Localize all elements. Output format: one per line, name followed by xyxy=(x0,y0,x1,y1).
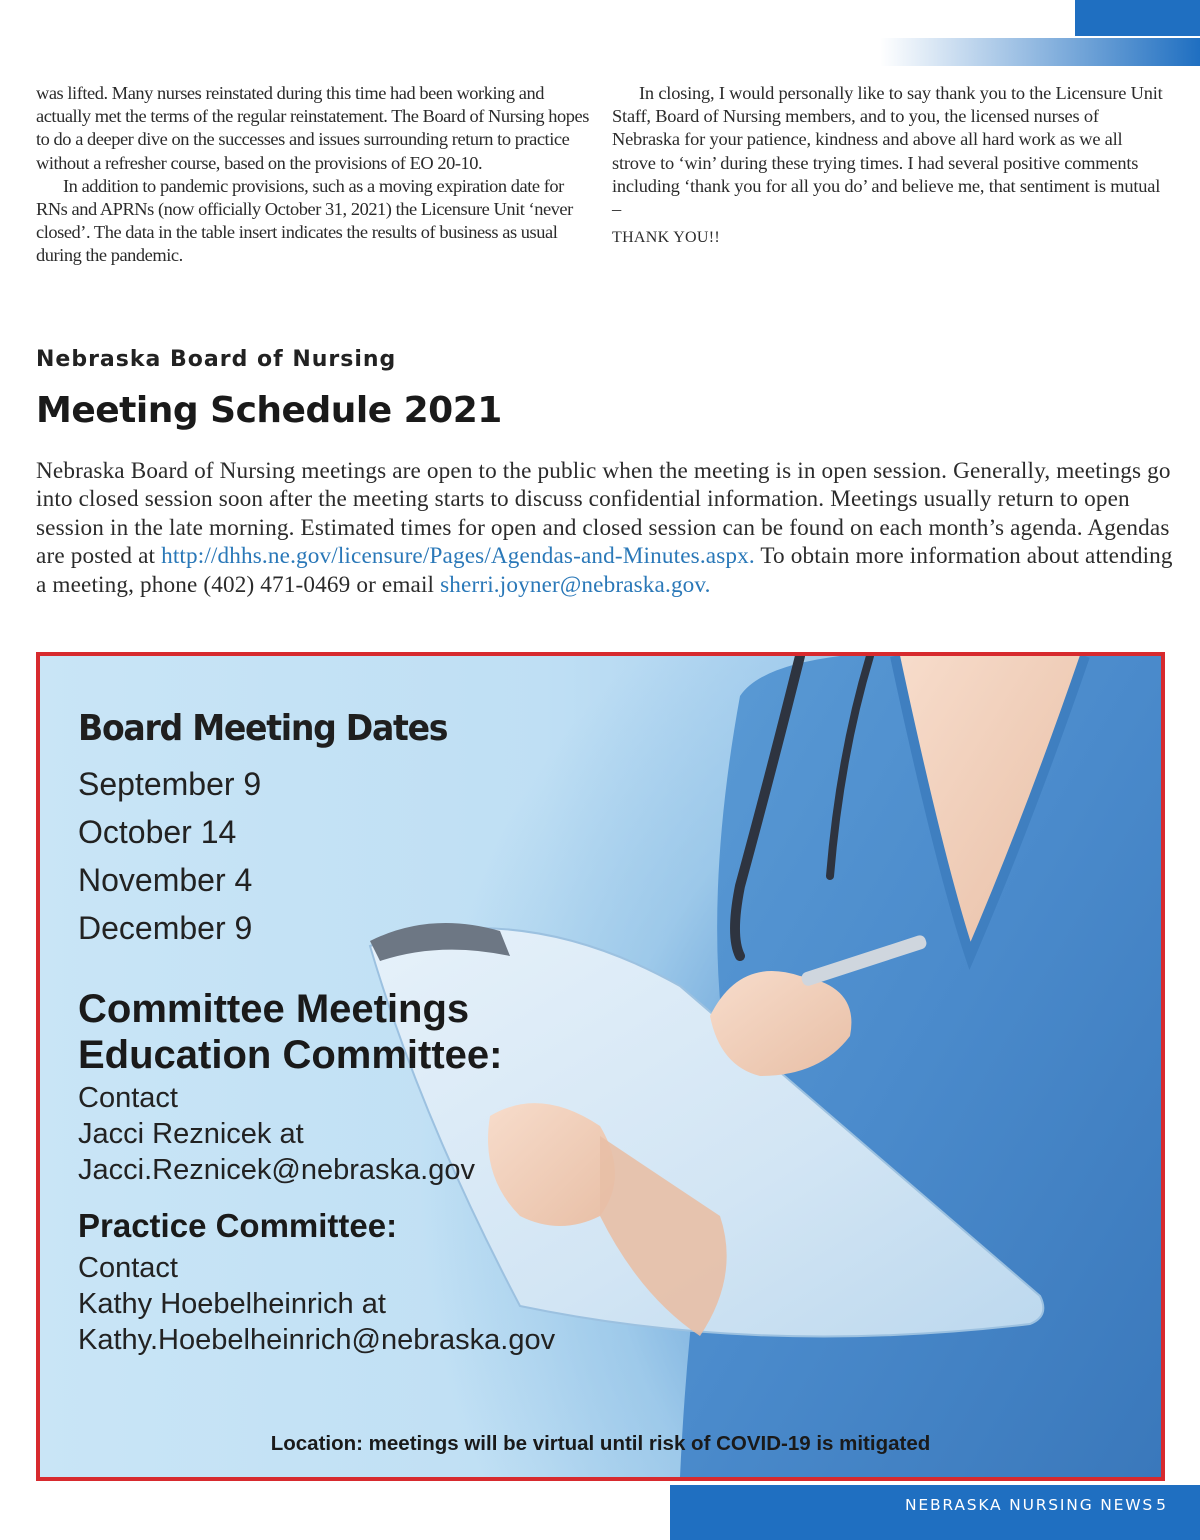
article-right-column xyxy=(612,82,1168,249)
schedule-intro xyxy=(36,457,1176,599)
location-note: Location: meetings will be virtual until risk of COVID-19 is mitigated xyxy=(270,1432,931,1455)
education-contact xyxy=(78,1080,475,1188)
contact-label: Contact xyxy=(78,1082,178,1114)
section-title: Meeting Schedule 2021 xyxy=(36,390,502,431)
intro-text: Nebraska Board of Nursing meetings are open to the public when the meeting is in open session. Generally, meetings go into closed session soon after the meeting starts to discuss confidential information. Meetings usually return to open session in the late morning. Estimated times for open and closed session can be found on each month’s agenda. Agendas are posted at xyxy=(36,458,1171,570)
contact-email[interactable]: Kathy.Hoebelheinrich@nebraska.gov xyxy=(78,1324,556,1356)
board-meeting-dates-title: Board Meeting Dates xyxy=(78,708,448,749)
meeting-dates-box xyxy=(36,652,1165,1481)
meeting-date: October 14 xyxy=(78,814,237,850)
footer-bar xyxy=(670,1485,1200,1540)
contact-name: Jacci Reznicek at xyxy=(78,1118,304,1150)
education-committee-title: Education Committee: xyxy=(78,1033,503,1077)
email-link[interactable]: sherri.joyner@nebraska.gov. xyxy=(440,571,711,598)
page-number: 5 xyxy=(1156,1496,1166,1514)
article-closing: THANK YOU!! xyxy=(612,229,721,247)
section-kicker: Nebraska Board of Nursing xyxy=(36,347,397,372)
practice-committee-title: Practice Committee: xyxy=(78,1207,398,1244)
contact-text: To obtain more information about attending a meeting, phone (402) 471-0469 or email xyxy=(36,543,1173,598)
article-left-column xyxy=(36,82,592,268)
header-accent-block xyxy=(1075,0,1200,36)
meeting-date: November 4 xyxy=(78,862,253,898)
header-accent-gradient xyxy=(880,38,1200,66)
contact-name: Kathy Hoebelheinrich at xyxy=(78,1288,386,1320)
meeting-date: December 9 xyxy=(78,910,253,946)
article-paragraph: In closing, I would personally like to say thank you to the Licensure Unit Staff, Board of Nursing members, and to you, the licensed nurses of Nebraska for your patience, kindness and above all hard work as we all strove to ‘win’ during these trying times. I had several positive comments including ‘thank you for all you do’ and believe me, that sentiment is mutual – xyxy=(612,83,1163,220)
article-paragraph: was lifted. Many nurses reinstated during this time had been working and actually met the terms of the regular reinstatement. The Board of Nursing hopes to do a deeper dive on the successes and issues surrounding return to practice without a refresher course, based on the provisions of EO 20-10. xyxy=(36,83,589,173)
meeting-date: September 9 xyxy=(78,766,262,802)
contact-label: Contact xyxy=(78,1252,178,1284)
agenda-link[interactable]: http://dhhs.ne.gov/licensure/Pages/Agendas-and-Minutes.aspx. xyxy=(161,543,755,570)
meeting-dates-list xyxy=(78,760,261,952)
practice-contact xyxy=(78,1250,555,1358)
committee-meetings-title: Committee Meetings xyxy=(78,987,470,1031)
article-paragraph: In addition to pandemic provisions, such as a moving expiration date for RNs and APRNs (now officially October 31, 2021) the Licensure Unit ‘never closed’. The data in the table insert indicates the results of business as usual during the pandemic. xyxy=(36,175,573,266)
publication-name: NEBRASKA NURSING NEWS xyxy=(904,1496,1154,1514)
contact-email[interactable]: Jacci.Reznicek@nebraska.gov xyxy=(78,1154,475,1186)
